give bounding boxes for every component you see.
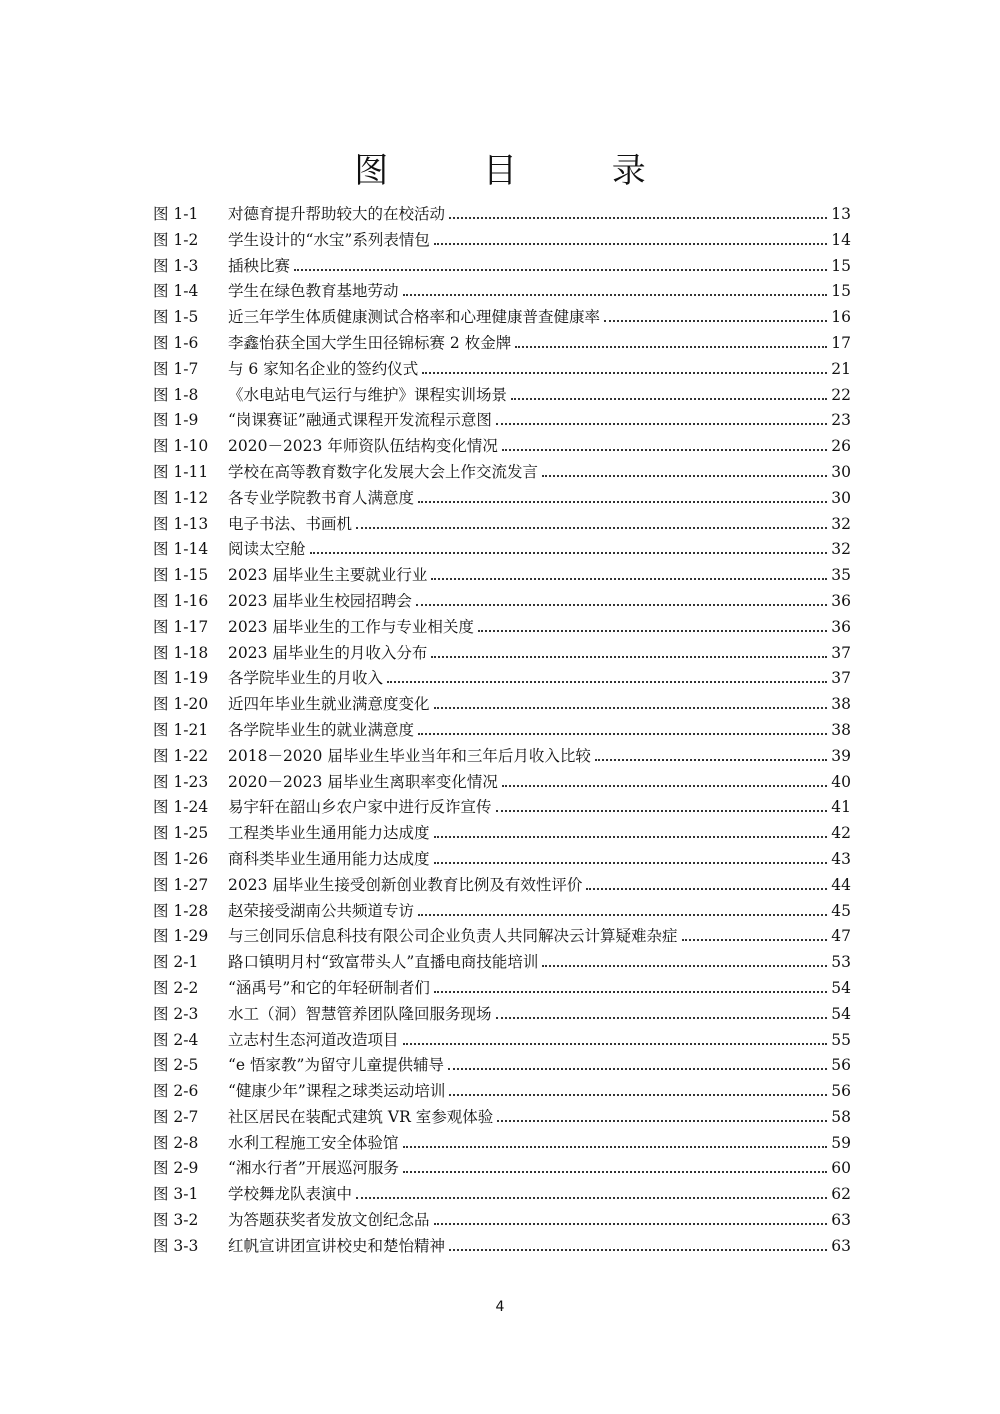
figure-number: 图 1-2 <box>153 230 199 249</box>
toc-entry[interactable] <box>153 1234 851 1260</box>
toc-entry[interactable] <box>153 1182 851 1208</box>
dot-leader <box>431 656 827 658</box>
toc-entry[interactable] <box>153 1105 851 1131</box>
figure-title: 学校在高等教育数字化发展大会上作交流发言 <box>228 462 539 481</box>
figure-title: 对德育提升帮助较大的在校活动 <box>228 205 446 223</box>
toc-entry[interactable] <box>153 279 851 305</box>
figure-title: 2020－2023 届毕业生离职率变化情况 <box>228 772 498 791</box>
figure-number: 图 1-15 <box>153 566 209 585</box>
page-number: 4 <box>495 1299 505 1315</box>
toc-entry[interactable] <box>153 873 851 899</box>
figure-title: 电子书法、书画机 <box>228 514 353 533</box>
figure-title: 红帆宣讲团宣讲校史和楚怡精神 <box>228 1236 446 1255</box>
figure-title: 《水电站电气运行与维护》课程实训场景 <box>228 385 508 404</box>
figure-number: 图 1-29 <box>153 927 209 946</box>
toc-entry[interactable] <box>153 641 851 667</box>
toc-entry[interactable] <box>153 434 851 460</box>
figure-number: 图 1-10 <box>153 437 209 456</box>
toc-entry[interactable] <box>153 1002 851 1028</box>
toc-entry[interactable] <box>153 589 851 615</box>
dot-leader <box>682 939 828 941</box>
figure-number: 图 2-3 <box>153 1004 199 1023</box>
dot-leader <box>431 578 827 580</box>
figure-number: 图 1-22 <box>153 746 209 765</box>
dot-leader <box>502 785 827 787</box>
figure-title: “湘水行者”开展巡河服务 <box>228 1159 399 1178</box>
figure-page-number: 36 <box>831 591 851 610</box>
dot-leader <box>449 217 827 219</box>
dot-leader <box>502 449 827 451</box>
figure-number: 图 2-2 <box>153 978 199 997</box>
dot-leader <box>403 1171 827 1173</box>
figure-page-number: 53 <box>831 953 851 972</box>
dot-leader <box>511 398 827 400</box>
figure-title: “e 悟家教”为留守儿童提供辅导 <box>228 1056 444 1075</box>
figure-title: 水工（洞）智慧管养团队隆回服务现场 <box>228 1004 492 1023</box>
figure-number: 图 1-4 <box>153 282 199 301</box>
page-title: 图 目 录 <box>354 150 688 191</box>
figure-number: 图 1-6 <box>153 333 199 352</box>
dot-leader <box>434 707 828 709</box>
figure-page-number: 63 <box>831 1236 851 1255</box>
toc-entry[interactable] <box>153 486 851 512</box>
figure-page-number: 56 <box>831 1082 851 1101</box>
figure-page-number: 63 <box>831 1211 851 1230</box>
toc-entry[interactable] <box>153 615 851 641</box>
figure-number: 图 1-1 <box>153 205 199 223</box>
figure-page-number: 44 <box>831 875 851 894</box>
dot-leader <box>515 346 827 348</box>
figure-title: 2020－2023 年师资队伍结构变化情况 <box>228 437 498 456</box>
toc-entry[interactable] <box>153 1028 851 1054</box>
figure-page-number: 43 <box>831 849 851 868</box>
figure-number: 图 1-21 <box>153 720 209 739</box>
figure-page-number: 30 <box>831 488 851 507</box>
figure-title: 2023 届毕业生的月收入分布 <box>228 643 428 662</box>
figure-page-number: 17 <box>831 333 851 352</box>
figure-title: 近四年毕业生就业满意度变化 <box>228 695 430 714</box>
toc-entry[interactable] <box>153 408 851 434</box>
toc-entry[interactable] <box>153 254 851 280</box>
figure-number: 图 3-2 <box>153 1211 199 1230</box>
figure-number: 图 3-3 <box>153 1236 199 1255</box>
figure-page-number: 21 <box>831 359 851 378</box>
figure-title: “涵禹号”和它的年轻研制者们 <box>228 978 430 997</box>
dot-leader <box>496 810 828 812</box>
toc-entry[interactable] <box>153 331 851 357</box>
figure-page-number: 14 <box>831 230 851 249</box>
figure-page-number: 40 <box>831 772 851 791</box>
figure-page-number: 15 <box>831 282 851 301</box>
figure-page-number: 32 <box>831 514 851 533</box>
toc-entry[interactable] <box>153 383 851 409</box>
dot-leader <box>586 888 827 890</box>
figure-title: 与 6 家知名企业的签约仪式 <box>228 359 419 378</box>
figure-number: 图 1-19 <box>153 669 209 688</box>
figure-title: 学生设计的“水宝”系列表情包 <box>228 230 430 249</box>
figure-number: 图 1-20 <box>153 695 209 714</box>
figure-page-number: 45 <box>831 901 851 920</box>
figure-title: 插秧比赛 <box>228 256 291 275</box>
dot-leader <box>310 552 828 554</box>
dot-leader <box>496 1017 828 1019</box>
dot-leader <box>542 965 827 967</box>
figure-page-number: 59 <box>831 1133 851 1152</box>
figure-number: 图 1-8 <box>153 385 199 404</box>
toc-entry[interactable] <box>153 847 851 873</box>
toc-entry[interactable] <box>153 228 851 254</box>
figure-page-number: 38 <box>831 720 851 739</box>
figure-title: 与三创同乐信息科技有限公司企业负责人共同解决云计算疑难杂症 <box>228 927 678 946</box>
dot-leader <box>387 681 827 683</box>
figure-title: 立志村生态河道改造项目 <box>228 1030 399 1049</box>
figure-title: 阅读太空舱 <box>228 540 306 559</box>
figure-number: 图 1-23 <box>153 772 209 791</box>
dot-leader <box>434 243 827 245</box>
figure-number: 图 2-9 <box>153 1159 199 1178</box>
figure-number: 图 2-4 <box>153 1030 199 1049</box>
figure-number: 图 2-6 <box>153 1082 199 1101</box>
dot-leader <box>403 294 828 296</box>
figure-title: 李鑫怡获全国大学生田径锦标赛 2 枚金牌 <box>228 333 512 352</box>
dot-leader <box>418 914 827 916</box>
figure-number: 图 1-16 <box>153 591 209 610</box>
dot-leader <box>448 1068 827 1070</box>
figure-number: 图 1-5 <box>153 308 199 327</box>
toc-entry[interactable] <box>153 821 851 847</box>
toc-entry[interactable] <box>153 512 851 538</box>
toc-entry[interactable] <box>153 744 851 770</box>
figure-number: 图 1-11 <box>153 462 209 481</box>
figure-page-number: 39 <box>831 746 851 765</box>
toc-entry[interactable] <box>153 924 851 950</box>
figure-number: 图 1-12 <box>153 488 209 507</box>
toc-entry[interactable] <box>153 666 851 692</box>
dot-leader <box>418 733 827 735</box>
figure-title: 各专业学院教书育人满意度 <box>228 488 415 507</box>
dot-leader <box>449 1249 827 1251</box>
toc-entry[interactable] <box>153 770 851 796</box>
figure-number: 图 1-26 <box>153 849 209 868</box>
figure-number: 图 1-18 <box>153 643 209 662</box>
toc-entry[interactable] <box>153 1156 851 1182</box>
dot-leader <box>434 991 827 993</box>
toc-entry[interactable] <box>153 1079 851 1105</box>
figure-title: 2023 届毕业生的工作与专业相关度 <box>228 617 474 636</box>
figure-page-number: 16 <box>831 308 851 327</box>
toc-entry[interactable] <box>153 1131 851 1157</box>
figure-page-number: 42 <box>831 824 851 843</box>
dot-leader <box>478 630 827 632</box>
figure-page-number: 47 <box>831 927 851 946</box>
toc-entry[interactable] <box>153 718 851 744</box>
figure-number: 图 1-17 <box>153 617 209 636</box>
figure-title: “健康少年”课程之球类运动培训 <box>228 1082 446 1101</box>
figure-title: 学生在绿色教育基地劳动 <box>228 282 399 301</box>
toc-entry[interactable] <box>153 1053 851 1079</box>
toc-entry[interactable] <box>153 305 851 331</box>
figure-title: 路口镇明月村“致富带头人”直播电商技能培训 <box>228 953 539 972</box>
figure-page-number: 54 <box>831 1004 851 1023</box>
figure-page-number: 54 <box>831 978 851 997</box>
dot-leader <box>403 1043 828 1045</box>
figure-title: 学校舞龙队表演中 <box>228 1185 353 1204</box>
figure-number: 图 2-1 <box>153 953 199 972</box>
figure-title: 各学院毕业生的月收入 <box>228 669 384 688</box>
toc-entry[interactable] <box>153 202 851 228</box>
figure-number: 图 1-25 <box>153 824 209 843</box>
figure-page-number: 32 <box>831 540 851 559</box>
figure-number: 图 1-9 <box>153 411 199 430</box>
toc-entry[interactable] <box>153 950 851 976</box>
figure-title: 2023 届毕业生主要就业行业 <box>228 566 428 585</box>
toc-entry[interactable] <box>153 357 851 383</box>
figure-page-number: 22 <box>831 385 851 404</box>
toc-entry[interactable] <box>153 976 851 1002</box>
dot-leader <box>542 475 827 477</box>
figure-title: 易宇轩在韶山乡农户家中进行反诈宣传 <box>228 798 492 817</box>
figure-page-number: 15 <box>831 256 851 275</box>
figure-number: 图 2-7 <box>153 1107 199 1126</box>
toc-entry[interactable] <box>153 692 851 718</box>
figure-list <box>153 202 851 1260</box>
dot-leader <box>434 862 828 864</box>
figure-page-number: 30 <box>831 462 851 481</box>
figure-page-number: 37 <box>831 643 851 662</box>
figure-title: 2018－2020 届毕业生毕业当年和三年后月收入比较 <box>228 746 591 765</box>
toc-entry[interactable] <box>153 537 851 563</box>
figure-page-number: 38 <box>831 695 851 714</box>
dot-leader <box>403 1146 828 1148</box>
figure-number: 图 1-7 <box>153 359 199 378</box>
dot-leader <box>356 1197 827 1199</box>
figure-title: 工程类毕业生通用能力达成度 <box>228 824 430 843</box>
figure-number: 图 1-3 <box>153 256 199 275</box>
figure-page-number: 23 <box>831 411 851 430</box>
figure-page-number: 62 <box>831 1185 851 1204</box>
dot-leader <box>604 320 827 322</box>
figure-page-number: 37 <box>831 669 851 688</box>
figure-page-number: 58 <box>831 1107 851 1126</box>
figure-title: 各学院毕业生的就业满意度 <box>228 720 415 739</box>
figure-page-number: 26 <box>831 437 851 456</box>
figure-number: 图 1-14 <box>153 540 209 559</box>
figure-title: 近三年学生体质健康测试合格率和心理健康普查健康率 <box>228 308 601 327</box>
figure-number: 图 1-13 <box>153 514 209 533</box>
figure-title: 2023 届毕业生校园招聘会 <box>228 591 412 610</box>
figure-number: 图 1-28 <box>153 901 209 920</box>
dot-leader <box>497 1120 827 1122</box>
dot-leader <box>496 423 827 425</box>
figure-title: 赵荣接受湖南公共频道专访 <box>228 901 415 920</box>
figure-page-number: 41 <box>831 798 851 817</box>
dot-leader <box>416 604 827 606</box>
dot-leader <box>422 372 827 374</box>
figure-title: 2023 届毕业生接受创新创业教育比例及有效性评价 <box>228 875 583 894</box>
figure-title: 社区居民在装配式建筑 VR 室参观体验 <box>228 1107 494 1126</box>
toc-entry[interactable] <box>153 460 851 486</box>
figure-page-number: 56 <box>831 1056 851 1075</box>
figure-page-number: 55 <box>831 1030 851 1049</box>
figure-page-number: 13 <box>831 205 851 223</box>
figure-title: 商科类毕业生通用能力达成度 <box>228 849 430 868</box>
figure-number: 图 1-24 <box>153 798 209 817</box>
figure-number: 图 1-27 <box>153 875 209 894</box>
figure-number: 图 2-5 <box>153 1056 199 1075</box>
toc-entry[interactable] <box>153 899 851 925</box>
figure-number: 图 2-8 <box>153 1133 199 1152</box>
figure-title: 为答题获奖者发放文创纪念品 <box>228 1211 430 1230</box>
figure-page-number: 36 <box>831 617 851 636</box>
figure-page-number: 35 <box>831 566 851 585</box>
dot-leader <box>294 269 827 271</box>
dot-leader <box>356 527 827 529</box>
dot-leader <box>434 836 828 838</box>
toc-entry[interactable] <box>153 1208 851 1234</box>
toc-entry[interactable] <box>153 563 851 589</box>
dot-leader <box>449 1094 827 1096</box>
dot-leader <box>418 501 827 503</box>
figure-page-number: 60 <box>831 1159 851 1178</box>
toc-entry[interactable] <box>153 795 851 821</box>
dot-leader <box>434 1223 828 1225</box>
figure-number: 图 3-1 <box>153 1185 199 1204</box>
dot-leader <box>595 759 827 761</box>
figure-title: “岗课赛证”融通式课程开发流程示意图 <box>228 411 492 430</box>
figure-title: 水利工程施工安全体验馆 <box>228 1133 399 1152</box>
